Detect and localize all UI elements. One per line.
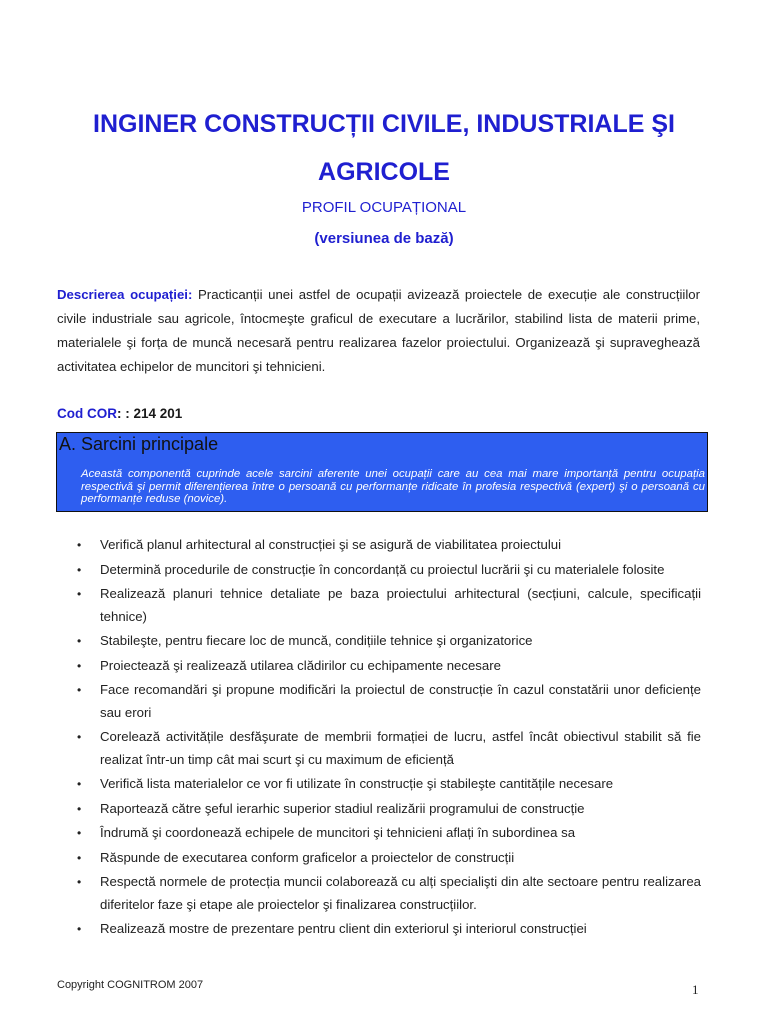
page-title: INGINER CONSTRUCȚII CIVILE, INDUSTRIALE ŞI AGRICOLE <box>93 110 675 186</box>
task-text: Stabileşte, pentru fiecare loc de muncă, condițiile tehnice şi organizatorice <box>100 633 533 648</box>
task-text: Raportează către şeful ierarhic superior stadiul realizării programului de construcție <box>100 800 585 816</box>
task-text: Îndrumă şi coordonează echipele de muncitori şi tehnicieni aflați în subordinea sa <box>100 825 576 840</box>
task-item <box>77 534 701 557</box>
task-text: Determină procedurile de construcție în concordanță cu proiectul lucrării şi cu materialele folosite <box>100 561 665 577</box>
task-item <box>77 583 701 628</box>
section-a-heading: A. Sarcini principale <box>59 434 219 454</box>
task-text: Respectă normele de protecția muncii colaborează cu alți specialişti din alte sectoare pentru realizarea diferitelor faze şi etape ale proiectelor şi finalizarea construcțiilor. <box>100 874 701 912</box>
task-item <box>77 559 701 582</box>
task-item <box>77 679 701 724</box>
task-text: Verifică planul arhitectural al construcției şi se asigură de viabilitatea proiectului <box>100 537 562 552</box>
task-item <box>77 822 701 845</box>
section-a-box <box>56 432 708 512</box>
occupation-description <box>57 283 700 379</box>
task-item <box>77 726 701 771</box>
bullet-icon: • <box>77 850 82 865</box>
cod-cor <box>57 406 182 421</box>
cod-cor-value: : : 214 201 <box>117 406 183 421</box>
task-text: Realizează planuri tehnice detaliate pe baza proiectului arhitectural (secțiuni, calcule, specificații tehnice) <box>100 586 701 624</box>
description-label: Descrierea ocupației: <box>57 287 193 302</box>
task-text: Face recomandări şi propune modificări la proiectul de construcție în cazul constatării unor deficiențe sau erori <box>100 682 701 720</box>
bullet-icon: • <box>77 826 82 840</box>
bullet-icon: • <box>77 683 82 697</box>
document-subtitle: PROFIL OCUPAȚIONAL <box>301 199 467 216</box>
task-item <box>77 773 701 796</box>
bullet-icon: • <box>77 587 82 601</box>
task-text: Verifică lista materialelor ce vor fi utilizate în construcție şi stabileşte cantitățile necesare <box>100 776 614 791</box>
task-list <box>77 534 701 943</box>
task-item <box>77 918 701 941</box>
bullet-icon: • <box>77 538 82 552</box>
task-text: Răspunde de executarea conform graficelor a proiectelor de construcții <box>100 849 515 865</box>
bullet-icon: • <box>77 875 82 889</box>
task-text: Proiectează şi realizează utilarea clădirilor cu echipamente necesare <box>100 657 501 673</box>
section-a-note: Această componentă cuprinde acele sarcini aferente unei ocupații care au cea mai mare importanță pentru ocupația respectivă şi permit diferențierea între o persoană cu performanțe ridicate în profesia respectivă (expert) şi o persoană cu performanțe reduse (novice). <box>81 468 705 505</box>
task-text: Corelează activitățile desfăşurate de membrii formației de lucru, astfel încât obiectivul stabilit să fie realizat într-un timp cât mai scurt şi cu maximum de eficiență <box>100 729 701 767</box>
cod-cor-label: Cod COR <box>57 406 117 421</box>
bullet-icon: • <box>77 562 82 577</box>
bullet-icon: • <box>77 730 82 744</box>
task-item <box>77 847 701 870</box>
task-item <box>77 630 701 653</box>
task-text: Realizează mostre de prezentare pentru client din exteriorul şi interiorul construcției <box>100 921 587 936</box>
copyright: Copyright COGNITROM 2007 <box>57 979 204 991</box>
task-item <box>77 798 701 821</box>
page-number: 1 <box>692 982 699 997</box>
bullet-icon: • <box>77 658 82 673</box>
bullet-icon: • <box>77 922 82 936</box>
bullet-icon: • <box>77 801 82 816</box>
description-text: Practicanții unei astfel de ocupații avizează proiectele de execuție ale construcțiilor civile industriale sau agricole, întocmeşte graficul de executare a lucrărilor, stabilind lista de materii prime, materialele şi forța de muncă necesară pentru realizarea fazelor proiectului. Organizează şi supraveghează activitatea echipelor de muncitori şi tehnicieni. <box>57 287 701 374</box>
version-label: (versiunea de bază) <box>314 230 454 247</box>
task-item <box>77 871 701 916</box>
bullet-icon: • <box>77 777 82 791</box>
bullet-icon: • <box>77 634 82 648</box>
task-item <box>77 655 701 678</box>
